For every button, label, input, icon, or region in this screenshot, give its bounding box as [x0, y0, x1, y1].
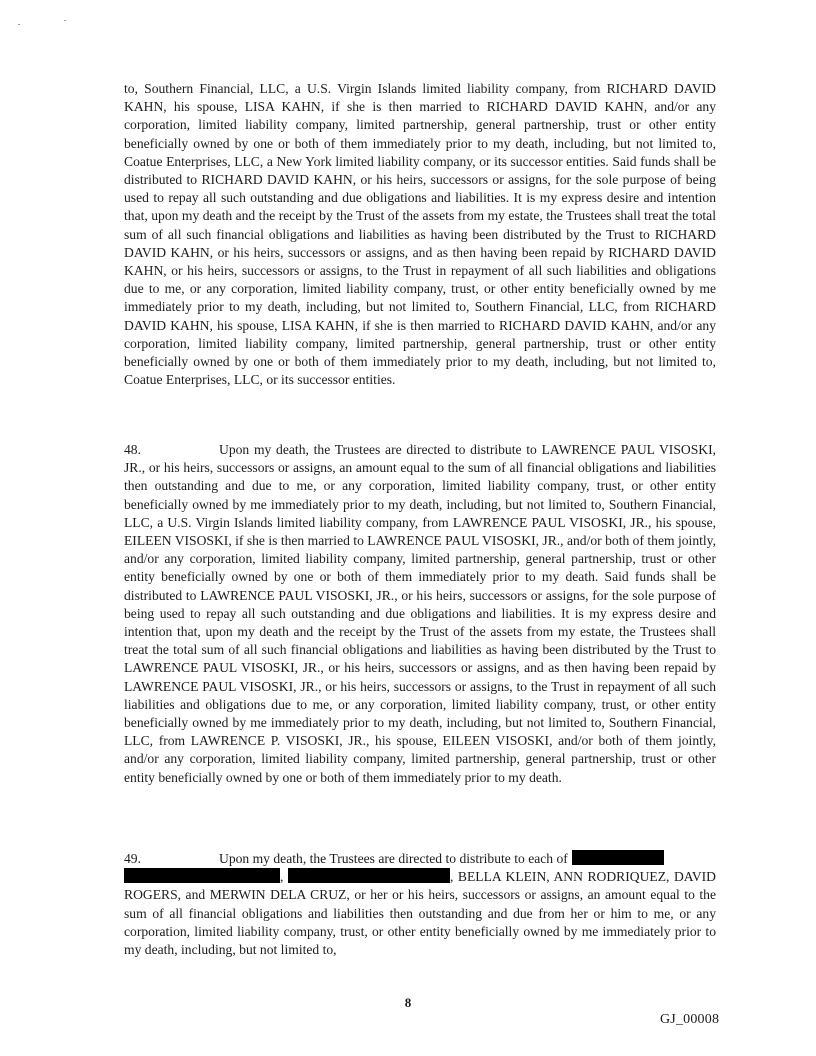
scan-speck: [18, 24, 20, 25]
scan-speck: [64, 20, 66, 21]
separator-comma: ,: [280, 869, 284, 885]
paragraph-number: 48.: [124, 442, 141, 457]
bates-number: GJ_00008: [660, 1012, 720, 1027]
paragraph-48: [124, 441, 716, 787]
paragraph-49: [124, 850, 716, 959]
paragraph-47-continued: to, Southern Financial, LLC, a U.S. Virgin Islands limited liability company, from RICHARD DAVID KAHN, his spouse, LISA KAHN, if she is then married to RICHARD DAVID KAHN, and/or any corporation, limited liability company, limited partnership, general partnership, trust or other entity beneficially owned by one or both of them immediately prior to my death, including, but not limited to, Coatue Enterprises, LLC, a New York limited liability company, or its successor entities. Said funds shall be distributed to RICHARD DAVID KAHN, or his heirs, successors or assigns, for the sole purpose of being used to repay all such outstanding and due obligations and liabilities. It is my express desire and intention that, upon my death and the receipt by the Trust of the assets from my estate, the Trustees shall treat the total sum of all such financial obligations and liabilities as having been distributed by the Trust to RICHARD DAVID KAHN, or his heirs, successors or assigns, and as then having been repaid by RICHARD DAVID KAHN, or his heirs, successors or assigns, to the Trust in repayment of all such liabilities and obligations due to me, or any corporation, limited liability company, trust, or other entity beneficially owned by me immediately prior to my death, including, but not limited to, Southern Financial, LLC, from RICHARD DAVID KAHN, his spouse, LISA KAHN, if she is then married to RICHARD DAVID KAHN, and/or any corporation, limited liability company, limited partnership, general partnership, trust or other entity beneficially owned by one or both of them immediately prior to my death, including, but not limited to, Coatue Enterprises, LLC, or its successor entities.: [124, 81, 716, 388]
paragraph-text: Upon my death, the Trustees are directed to distribute to LAWRENCE PAUL VISOSKI, JR., or his heirs, successors or assigns, an amount equal to the sum of all financial obligations and liabilities then outstanding and due to me, or any corporation, limited liability company, trust, or other entity beneficially owned by me immediately prior to my death, including, but not limited to, Southern Financial, LLC, a U.S. Virgin Islands limited liability company, from LAWRENCE PAUL VISOSKI, JR., his spouse, EILEEN VISOSKI, if she is then married to LAWRENCE PAUL VISOSKI, JR., and/or both of them jointly, and/or any corporation, limited liability company, limited partnership, general partnership, trust or other entity beneficially owned by one or both of them immediately prior to my death. Said funds shall be distributed to LAWRENCE PAUL VISOSKI, JR., or his heirs, successors or assigns, for the sole purpose of being used to repay all such outstanding and due obligations and liabilities. It is my express desire and intention that, upon my death and the receipt by the Trust of the assets from my estate, the Trustees shall treat the total sum of all such financial obligations and liabilities as having been distributed by the Trust to LAWRENCE PAUL VISOSKI, JR., or his heirs, successors or assigns, and as then having been repaid by LAWRENCE PAUL VISOSKI, JR., or his heirs, successors or assigns, to the Trust in repayment of all such liabilities and obligations due to me, or any corporation, limited liability company, trust, or other entity beneficially owned by me immediately prior to my death, including, but not limited to, Southern Financial, LLC, from LAWRENCE P. VISOSKI, JR., his spouse, EILEEN VISOSKI, and/or both of them jointly, and/or any corporation, limited liability company, limited partnership, general partnership, trust or other entity beneficially owned by one or both of them immediately prior to my death.: [124, 442, 716, 785]
paragraph-text: Upon my death, the Trustees are directed to distribute to each of: [219, 851, 568, 866]
redaction-block: [572, 850, 664, 865]
paragraph-text: , BELLA KLEIN, ANN RODRIQUEZ, DAVID ROGERS, and MERWIN DELA CRUZ, or her or his heirs, successors or assigns, an amount equal to the sum of all financial obligations and liabilities then outstanding and due from her or him to me, or any corporation, limited liability company, trust, or other entity beneficially owned by me immediately prior to my death, including, but not limited to,: [124, 869, 717, 958]
page-number: 8: [404, 995, 412, 1010]
redaction-block: [124, 868, 280, 883]
paragraph-number: 49.: [124, 851, 141, 866]
redaction-block: [288, 868, 450, 883]
